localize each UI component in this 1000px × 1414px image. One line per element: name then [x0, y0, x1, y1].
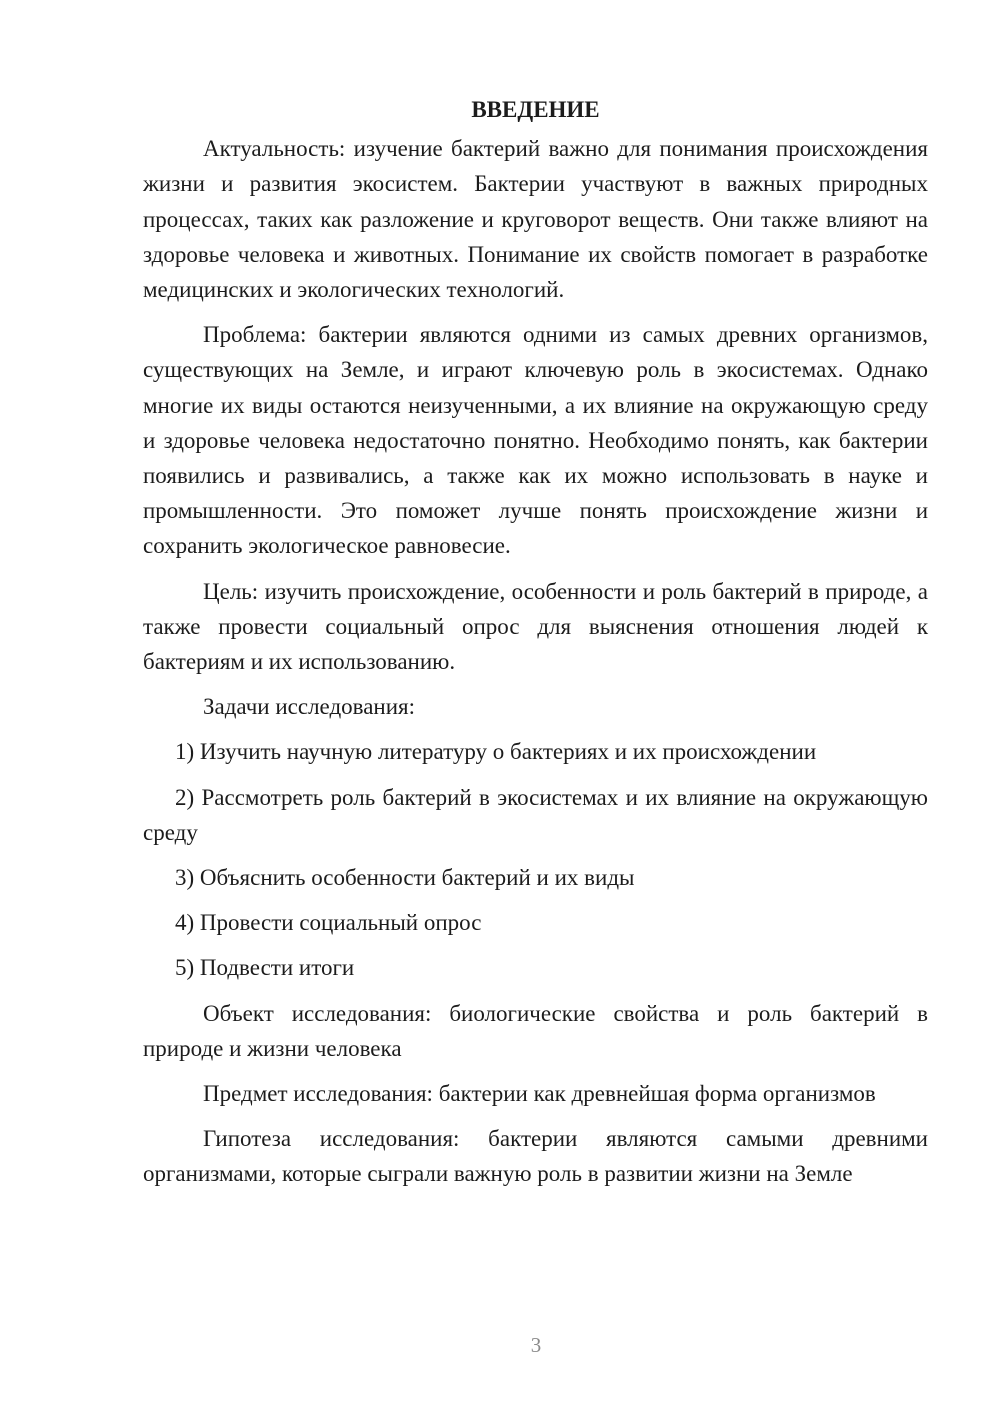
document-body: [143, 92, 928, 1202]
page-number: 3: [530, 1333, 542, 1357]
object-paragraph: Объект исследования: биологические свойства и роль бактерий в природе и жизни человека: [143, 1000, 928, 1061]
relevance-paragraph: Актуальность: изучение бактерий важно для понимания происхождения жизни и развития экосистем. Бактерии участвуют в важных природных процессах, таких как разложение и круговорот веществ. Они также влияют на здоровье человека и животных. Понимание их свойств помогает в разработке медицинских и экологических технологий.: [143, 136, 928, 303]
task-item: 3) Объяснить особенности бактерий и их виды: [175, 865, 635, 891]
tasks-title: Задачи исследования:: [203, 694, 416, 720]
hypothesis-paragraph: Гипотеза исследования: бактерии являются самыми древними организмами, которые сыграли важную роль в развитии жизни на Земле: [143, 1126, 928, 1187]
goal-paragraph: Цель: изучить происхождение, особенности и роль бактерий в природе, а также провести социальный опрос для выяснения отношения людей к бактериям и их использованию.: [143, 578, 928, 675]
section-heading: ВВЕДЕНИЕ: [471, 97, 600, 122]
problem-paragraph: Проблема: бактерии являются одними из самых древних организмов, существующих на Земле, и играют ключевую роль в экосистемах. Однако многие их виды остаются неизученными, а их влияние на окружающую среду и здоровье человека недостаточно понятно. Необходимо понять, как бактерии появились и развивались, а также как их можно использовать в науке и промышленности. Это поможет лучше понять происхождение жизни и сохранить экологическое равновесие.: [143, 322, 928, 559]
task-item: 2) Рассмотреть роль бактерий в экосистемах и их влияние на окружающую среду: [143, 784, 928, 845]
task-item: 4) Провести социальный опрос: [175, 910, 482, 936]
subject-paragraph: Предмет исследования: бактерии как древнейшая форма организмов: [203, 1081, 876, 1107]
task-item: 5) Подвести итоги: [175, 955, 355, 981]
task-item: 1) Изучить научную литературу о бактериях и их происхождении: [175, 739, 817, 765]
